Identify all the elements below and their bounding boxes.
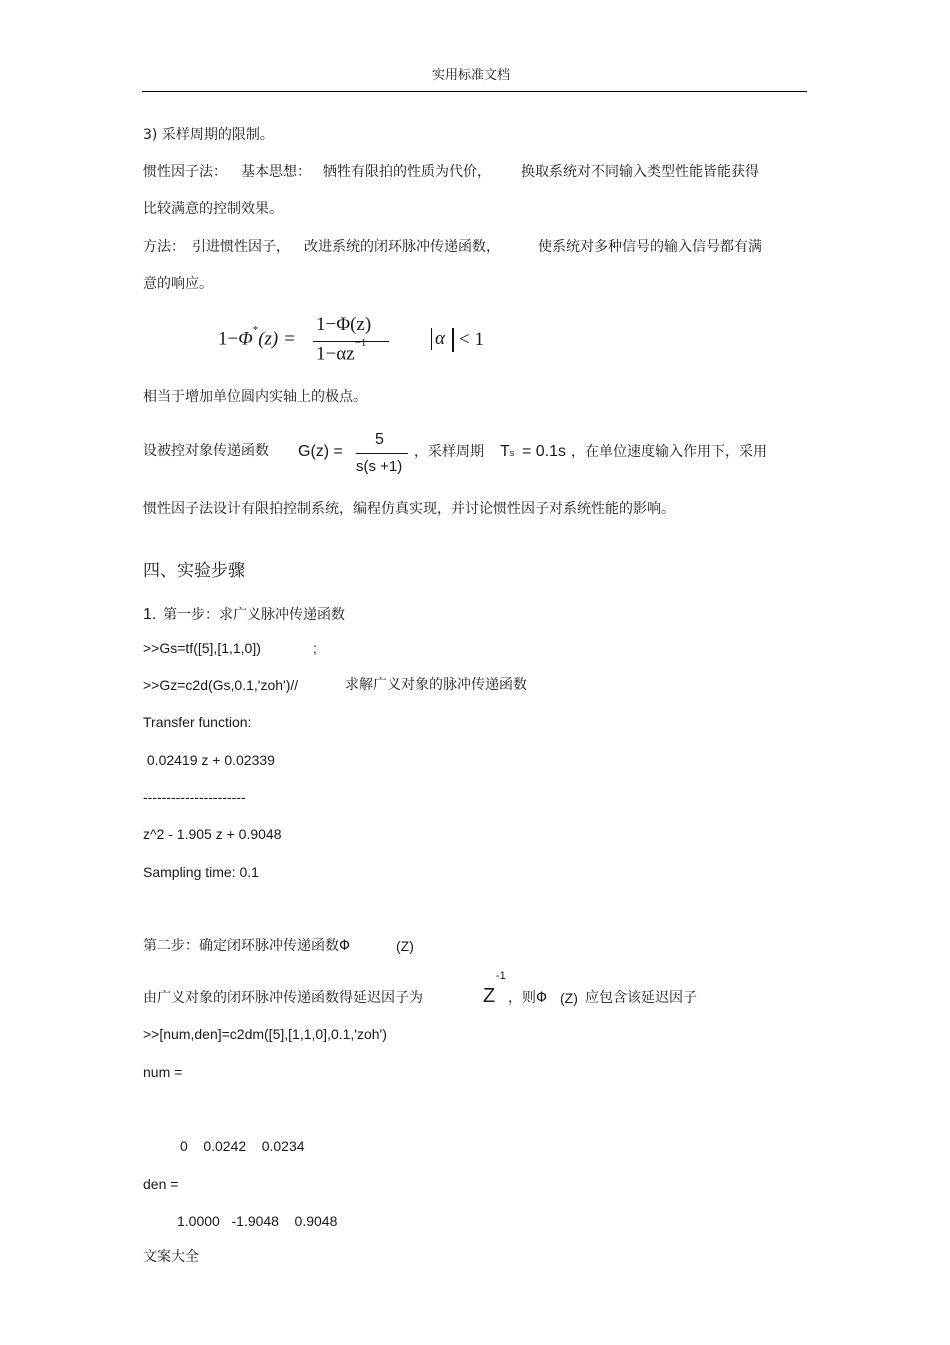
- pole-explanation: 相当于增加单位圆内实轴上的极点。: [143, 389, 367, 405]
- delay-contains: 应包含该延迟因子: [585, 990, 697, 1006]
- plant-intro: 设被控对象传递函数: [143, 443, 269, 459]
- plant-gz: G(z) =: [298, 443, 343, 460]
- delay-then: ，则Φ: [508, 990, 548, 1006]
- code-gs-semicolon: ;: [313, 640, 317, 656]
- formula-star: *: [252, 324, 259, 336]
- formula-condition: < 1: [459, 329, 484, 350]
- output-denominator: z^2 - 1.905 z + 0.9048: [143, 826, 282, 842]
- delay-z-exponent: -1: [496, 970, 506, 982]
- den-values: 1.0000 -1.9048 0.9048: [177, 1213, 338, 1229]
- abs-bar-left: [431, 328, 432, 350]
- basic-idea-text-2: 换取系统对不同输入类型性能皆能获得: [521, 164, 759, 180]
- plant-condition: ，在单位速度输入作用下，采用: [571, 444, 767, 460]
- method-text-3: 使系统对多种信号的输入信号都有满: [538, 239, 762, 255]
- formula-fraction-bar: [313, 341, 389, 342]
- delay-z-paren: (Z): [560, 990, 578, 1006]
- output-divider: ----------------------: [143, 789, 246, 805]
- inertia-factor-label: 惯性因子法：: [143, 164, 227, 180]
- code-gz: >>Gz=c2d(Gs,0.1,'zoh')//: [143, 677, 299, 693]
- num-label: num =: [143, 1064, 183, 1080]
- formula-numerator: 1−Φ(z): [316, 314, 372, 335]
- formula-denominator: $1-\alpha z^{-1}$: [316, 337, 367, 365]
- num-values: 0 0.0242 0.0234: [180, 1138, 305, 1154]
- formula-alpha: α: [435, 328, 445, 349]
- paragraph-sampling-limit: 3) 采样周期的限制。: [143, 127, 274, 143]
- method-text-1: 引进惯性因子，: [192, 239, 290, 255]
- plant-numerator: 5: [375, 431, 384, 448]
- step2-title: 第二步：确定闭环脉冲传递函数Φ: [143, 938, 351, 954]
- method-text-2: 改进系统的闭环脉冲传递函数，: [304, 239, 500, 255]
- method-text-4: 意的响应。: [143, 276, 213, 292]
- delay-z: Z: [483, 985, 496, 1007]
- den-label: den =: [143, 1176, 179, 1192]
- step1-title: 第一步：求广义脉冲传递函数: [163, 607, 345, 623]
- step1-number: 1.: [143, 606, 157, 623]
- page-footer: 文案大全: [143, 1249, 199, 1265]
- plant-fraction-bar: [356, 453, 408, 454]
- page-header: 实用标准文档: [432, 68, 511, 83]
- section-title: 四、实验步骤: [143, 561, 245, 581]
- header-rule: [142, 91, 807, 92]
- basic-idea-text-1: 牺牲有限拍的性质为代价，: [323, 164, 491, 180]
- output-transfer-function: Transfer function:: [143, 714, 252, 730]
- plant-denominator: s(s +1): [356, 458, 403, 475]
- ts-symbol: Ts: [500, 443, 515, 460]
- code-c2dm: >>[num,den]=c2dm([5],[1,1,0],0.1,'zoh'): [143, 1026, 387, 1042]
- code-gz-comment: 求解广义对象的脉冲传递函数: [345, 677, 527, 693]
- sampling-period-label: ，采样周期: [414, 444, 484, 460]
- plant-task: 惯性因子法设计有限拍控制系统，编程仿真实现，并讨论惯性因子对系统性能的影响。: [143, 501, 675, 517]
- formula-lhs-a: 1−: [218, 328, 239, 350]
- step2-z: (Z): [396, 938, 414, 954]
- output-sampling-time: Sampling time: 0.1: [143, 864, 259, 880]
- delay-text: 由广义对象的闭环脉冲传递函数得延迟因子为: [143, 990, 423, 1006]
- output-numerator: 0.02419 z + 0.02339: [143, 752, 275, 768]
- abs-bar-right: [452, 328, 454, 352]
- basic-idea-text-3: 比较满意的控制效果。: [143, 201, 283, 217]
- ts-value: = 0.1s: [522, 443, 567, 460]
- formula-phi: Φ: [238, 328, 253, 350]
- code-gs: >>Gs=tf([5],[1,1,0]): [143, 640, 261, 656]
- formula-lhs-b: (z) =: [258, 328, 296, 350]
- basic-idea-label: 基本思想：: [241, 164, 311, 180]
- method-label: 方法：: [143, 239, 185, 255]
